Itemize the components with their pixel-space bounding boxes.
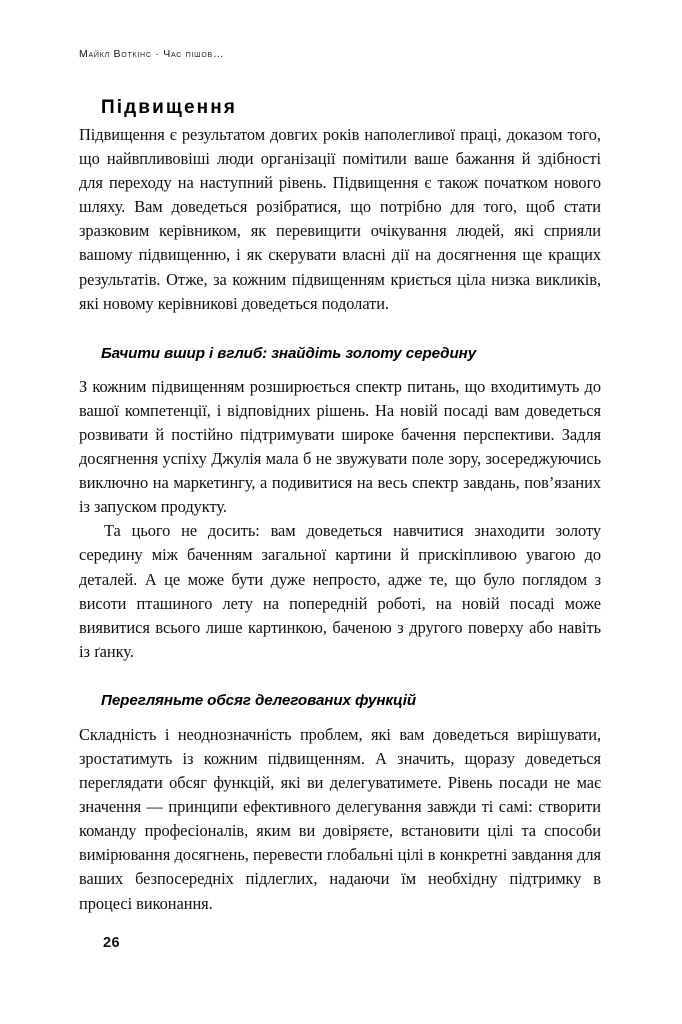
body-text-flow [79,123,601,916]
paragraph-intro: Підвищення є результатом довгих років наполегливої праці, доказом того, що найвпливовіші люди організації помітили ваше бажання й здібності для переходу на наступний рівень. Підвищення є також початком нового шляху. Вам доведеться розібратися, що потрібно для того, щоб стати зразковим керівником, як перевищити очікування людей, які сприяли вашому підвищенню, і як скерувати власні дії на досягнення ще кращих результатів. Отже, за кожним підвищенням криється ціла низка викликів, які новому керівникові доведеться подолати. [79,125,601,313]
subheading-review-delegation: Перегляньте обсяг делегованих функцій [101,691,417,709]
spacer [79,712,601,723]
paragraph-delegation: Складність і неоднозначність проблем, які вам доведеться вирішувати, зростатимуть із кожним підвищенням. А значить, щоразу доведеться переглядати обсяг функцій, які ви делегуватимете. Рівень посади не має значення — принципи ефективного делегування завжди ті самі: створити команду професіоналів, яким ви довіряєте, встановити цілі та способи вимірювання досягнень, перевести глобальні цілі в конкретні завдання для ваших безпосередніх підлеглих, надаючи їм необхідну підтримку в процесі виконання. [79,724,601,913]
paragraph-golden-middle: Та цього не досить: вам доведеться навчитися знаходити золоту середину між баченням загальної картини й прискіпливою увагою до деталей. А це може бути дуже непросто, адже те, що було поглядом з висоти пташиного лету на попередній роботі, на новій посаді може виявитися всього лише картинкою, баченою з другого поверху або навіть із ґанку. [79,521,601,661]
page-title: Підвищення [101,96,237,118]
spacer [79,664,601,690]
page-number: 26 [103,935,120,951]
running-header: Майкл Воткінс · Час пішов… [79,48,225,60]
paragraph-scope-of-issues: З кожним підвищенням розширюється спектр питань, що входитимуть до вашої компетенції, і відповідних рішень. На новій посаді вам доведеться розвивати й постійно підтримувати широке бачення перспективи. Задля досягнення успіху Джулія мала б не звужувати поле зору, зосереджуючись виключно на маркетингу, а подивитися на весь спектр завдань, пов’язаних із запуском продукту. [79,376,601,517]
spacer [79,365,601,375]
subheading-see-wide-and-deep: Бачити вшир і вглиб: знайдіть золоту середину [101,344,477,362]
spacer [79,316,601,343]
